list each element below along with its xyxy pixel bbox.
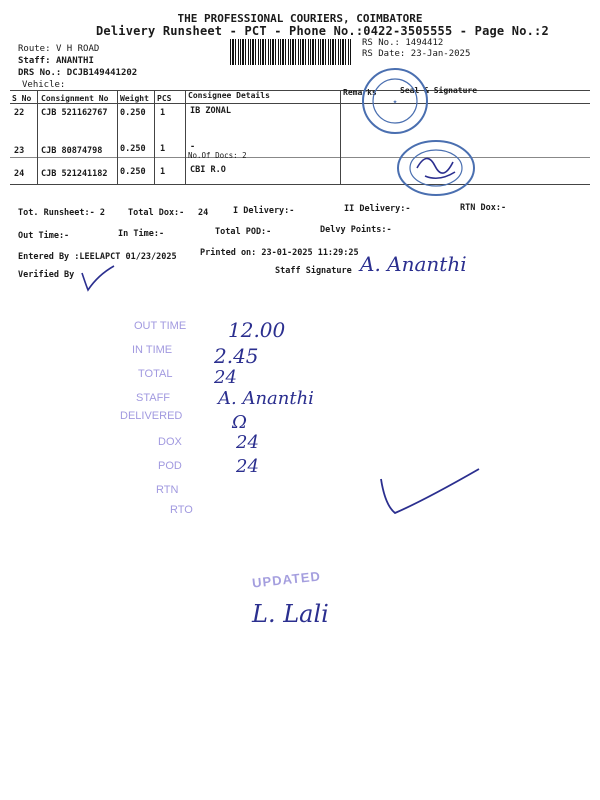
cell-consignment: CJB 80874798 xyxy=(41,146,103,156)
table-top-rule xyxy=(10,90,590,91)
delvy-points-label: Delvy Points:- xyxy=(320,225,392,235)
tot-runsheet: Tot. Runsheet:- 2 xyxy=(18,208,105,218)
updated-stamp: UPDATED xyxy=(251,568,322,591)
cell-pcs: 1 xyxy=(160,144,166,154)
rs-date-row xyxy=(362,49,470,59)
cell-consignment: CJB 521162767 xyxy=(41,108,108,118)
runsheet-title: Delivery Runsheet - PCT - Phone No.:0422-3505555 - Page No.:2 xyxy=(96,24,549,38)
cell-pcs: 1 xyxy=(160,167,166,177)
svg-text:✦: ✦ xyxy=(392,99,398,106)
th-consignee: Consignee Details xyxy=(188,91,270,100)
handwritten-total-dox: 24 xyxy=(214,367,237,388)
drs-label: DRS No.: xyxy=(18,68,62,78)
out-time-label: Out Time:- xyxy=(18,231,70,241)
table-bottom-rule xyxy=(10,184,590,185)
barcode xyxy=(230,39,352,65)
th-consignment: Consignment No xyxy=(41,94,109,103)
in-time-label: In Time:- xyxy=(118,229,165,239)
handwritten-pod: 24 xyxy=(236,456,259,477)
verified-tick-mark xyxy=(78,263,118,293)
total-dox-label: Total Dox:- xyxy=(128,208,185,218)
rs-date-label: RS Date: xyxy=(362,49,406,59)
row-divider xyxy=(10,157,590,158)
table-header-rule xyxy=(10,103,590,104)
i-delivery-label: I Delivery:- xyxy=(233,206,295,216)
cell-weight: 0.250 xyxy=(120,167,146,177)
total-dox-value: 24 xyxy=(198,208,209,218)
drs-value: DCJB149441202 xyxy=(66,68,138,78)
staff-signature-label: Staff Signature xyxy=(275,266,352,276)
cell-consignee: IB ZONAL xyxy=(190,106,231,116)
cell-sno: 24 xyxy=(14,169,25,179)
th-pcs: PCS xyxy=(157,94,172,103)
col-divider xyxy=(185,90,186,184)
handwritten-staff: A. Ananthi xyxy=(218,388,314,409)
rs-date-value: 23-Jan-2025 xyxy=(410,49,471,59)
staff-signature: A. Ananthi xyxy=(360,252,467,276)
cell-consignee: - xyxy=(190,142,196,152)
handwritten-in-time: 2.45 xyxy=(214,344,259,368)
total-pod-label: Total POD:- xyxy=(215,227,272,237)
ii-delivery-label: II Delivery:- xyxy=(344,204,411,214)
staff-row xyxy=(18,56,94,66)
cell-sno: 22 xyxy=(14,108,25,118)
route-label: Route: xyxy=(18,44,51,54)
col-divider xyxy=(154,90,155,184)
staff-label: Staff: xyxy=(18,56,51,66)
company-title: THE PROFESSIONAL COURIERS, COIMBATORE xyxy=(177,12,423,25)
drs-row xyxy=(18,68,137,78)
staff-value: ANANTHI xyxy=(55,56,94,66)
bank-seal-stamp xyxy=(360,66,430,136)
cell-sno: 23 xyxy=(14,146,25,156)
rs-no-label: RS No.: xyxy=(362,38,400,48)
col-divider xyxy=(117,90,118,184)
vehicle-label: Vehicle: xyxy=(22,80,66,90)
route-row xyxy=(18,44,99,54)
th-sno: S No xyxy=(12,94,32,103)
col-divider xyxy=(340,90,341,184)
rtn-dox-label: RTN Dox:- xyxy=(460,203,507,213)
cell-pcs: 1 xyxy=(160,108,166,118)
verified-by-label: Verified By xyxy=(18,270,75,280)
rs-no-row xyxy=(362,38,443,48)
rs-no-value: 1494412 xyxy=(405,38,444,48)
faded-stamp-block: OUT TIME IN TIME TOTAL STAFF DELIVERED DOX POD RTN RTO xyxy=(120,320,193,516)
final-signature: L. Lali xyxy=(252,600,329,628)
th-weight: Weight xyxy=(120,94,149,103)
cell-consignment: CJB 521241182 xyxy=(41,169,108,179)
cell-weight: 0.250 xyxy=(120,144,146,154)
handwritten-dox: 24 xyxy=(236,432,259,453)
cell-consignee: CBI R.O xyxy=(190,165,226,175)
seal-signature-stamp xyxy=(395,138,477,198)
handwritten-out-time: 12.00 xyxy=(228,318,286,342)
th-seal: Seal & Signature xyxy=(400,86,478,95)
cell-weight: 0.250 xyxy=(120,108,146,118)
th-remarks: Remarks xyxy=(343,88,377,97)
cell-docs-count: No.Of Docs: 2 xyxy=(188,151,247,160)
col-divider xyxy=(37,90,38,184)
printed-on: Printed on: 23-01-2025 11:29:25 xyxy=(200,248,359,258)
handwritten-tick-mark xyxy=(375,465,485,520)
entered-by: Entered By :LEELAPCT 01/23/2025 xyxy=(18,252,177,262)
handwritten-delivered: Ω xyxy=(232,412,247,433)
route-value: V H ROAD xyxy=(55,44,100,54)
